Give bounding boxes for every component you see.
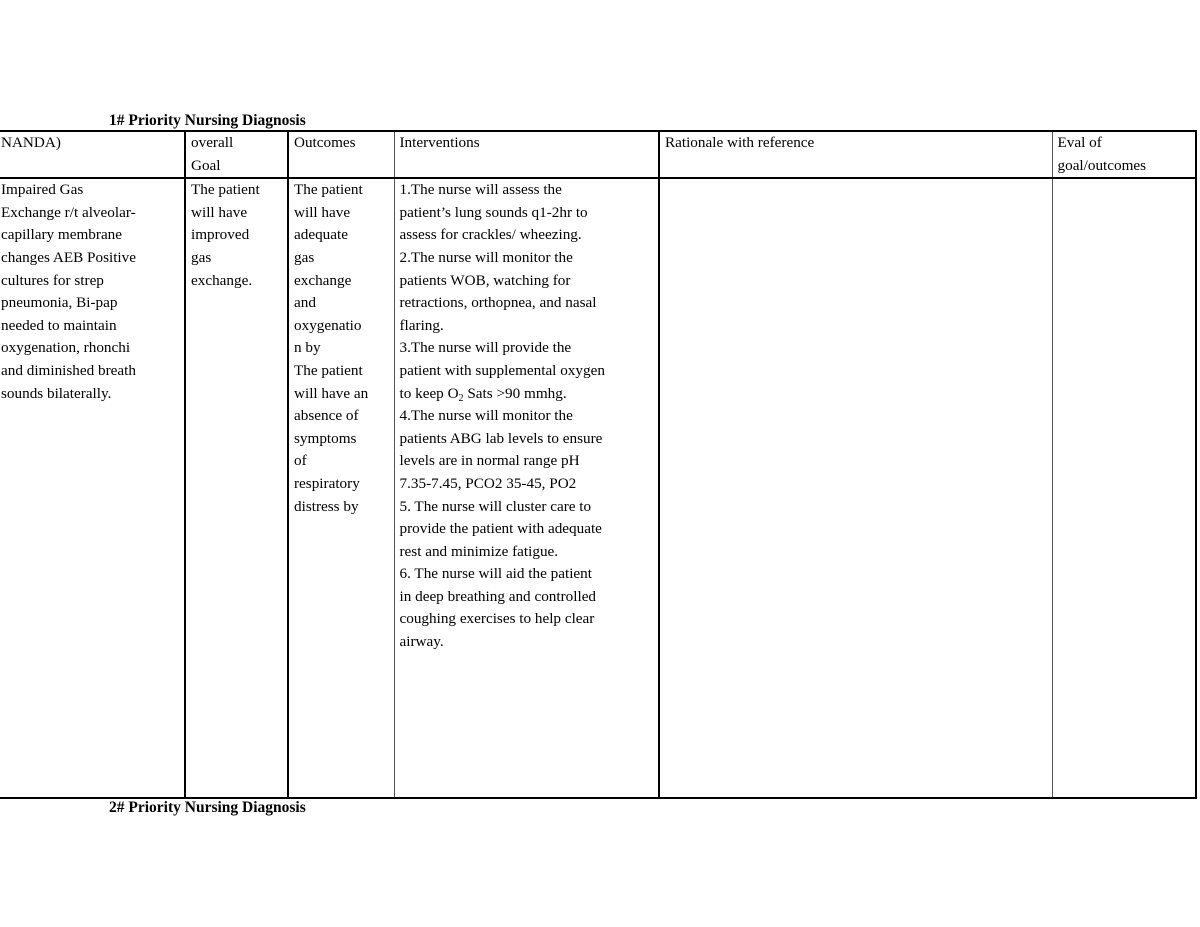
intervention-line: airway.: [399, 633, 444, 651]
intervention-line: patient’s lung sounds q1-2hr to: [399, 203, 588, 221]
header-overall-goal: overall Goal: [185, 131, 288, 178]
overall-goal-cell: The patient will have improved gas exchange.: [185, 178, 288, 798]
intervention-line: 1.The nurse will assess the: [399, 181, 562, 199]
table-header-row: [0, 131, 1196, 178]
header-interventions: Interventions: [394, 131, 659, 178]
intervention-line: in deep breathing and controlled: [399, 587, 597, 605]
intervention-line: levels are in normal range pH: [399, 452, 580, 470]
care-plan-table: [0, 130, 1197, 799]
header-nanda: NANDA): [0, 131, 185, 178]
intervention-line: assess for crackles/ wheezing.: [399, 226, 582, 244]
outcomes-cell: The patient will have adequate gas exchange and oxygenatio n by The patient will have an absence of symptoms of respiratory distress by: [288, 178, 394, 798]
intervention-text: Sats >90 mmhg.: [463, 384, 567, 402]
intervention-line: 2.The nurse will monitor the: [399, 248, 573, 266]
intervention-line: coughing exercises to help clear: [399, 610, 595, 628]
interventions-cell: [394, 178, 659, 798]
intervention-line: [400, 383, 656, 406]
priority-diagnosis-1-heading: 1# Priority Nursing Diagnosis: [109, 112, 306, 129]
intervention-line: provide the patient with adequate: [399, 520, 602, 538]
intervention-line: flaring.: [399, 316, 444, 334]
header-outcomes: Outcomes: [288, 131, 394, 178]
rationale-cell: [659, 178, 1052, 798]
header-rationale: Rationale with reference: [659, 131, 1052, 178]
table-row: [0, 178, 1196, 798]
priority-diagnosis-2-heading: 2# Priority Nursing Diagnosis: [109, 799, 306, 816]
evaluation-cell: [1052, 178, 1196, 798]
intervention-line: 5. The nurse will cluster care to: [399, 497, 592, 515]
intervention-line: patient with supplemental oxygen: [399, 361, 605, 379]
oxygen-subscript: 2: [458, 392, 464, 404]
intervention-line: 7.35-7.45, PCO2 35-45, PO2: [399, 474, 577, 492]
intervention-line: retractions, orthopnea, and nasal: [399, 294, 597, 312]
header-evaluation: Eval of goal/outcomes: [1052, 131, 1196, 178]
intervention-line: 4.The nurse will monitor the: [399, 407, 573, 425]
intervention-line: patients ABG lab levels to ensure: [399, 429, 603, 447]
intervention-line: 6. The nurse will aid the patient: [399, 565, 592, 583]
intervention-line: rest and minimize fatigue.: [399, 542, 559, 560]
intervention-text: to keep O: [399, 384, 459, 402]
intervention-line: patients WOB, watching for: [399, 271, 571, 289]
nanda-diagnosis-cell: Impaired Gas Exchange r/t alveolar- capillary membrane changes AEB Positive cultures for strep pneumonia, Bi-pap needed to maintain oxygenation, rhonchi and diminished breath sounds bilaterally.: [0, 178, 185, 798]
intervention-line: 3.The nurse will provide the: [399, 339, 572, 357]
